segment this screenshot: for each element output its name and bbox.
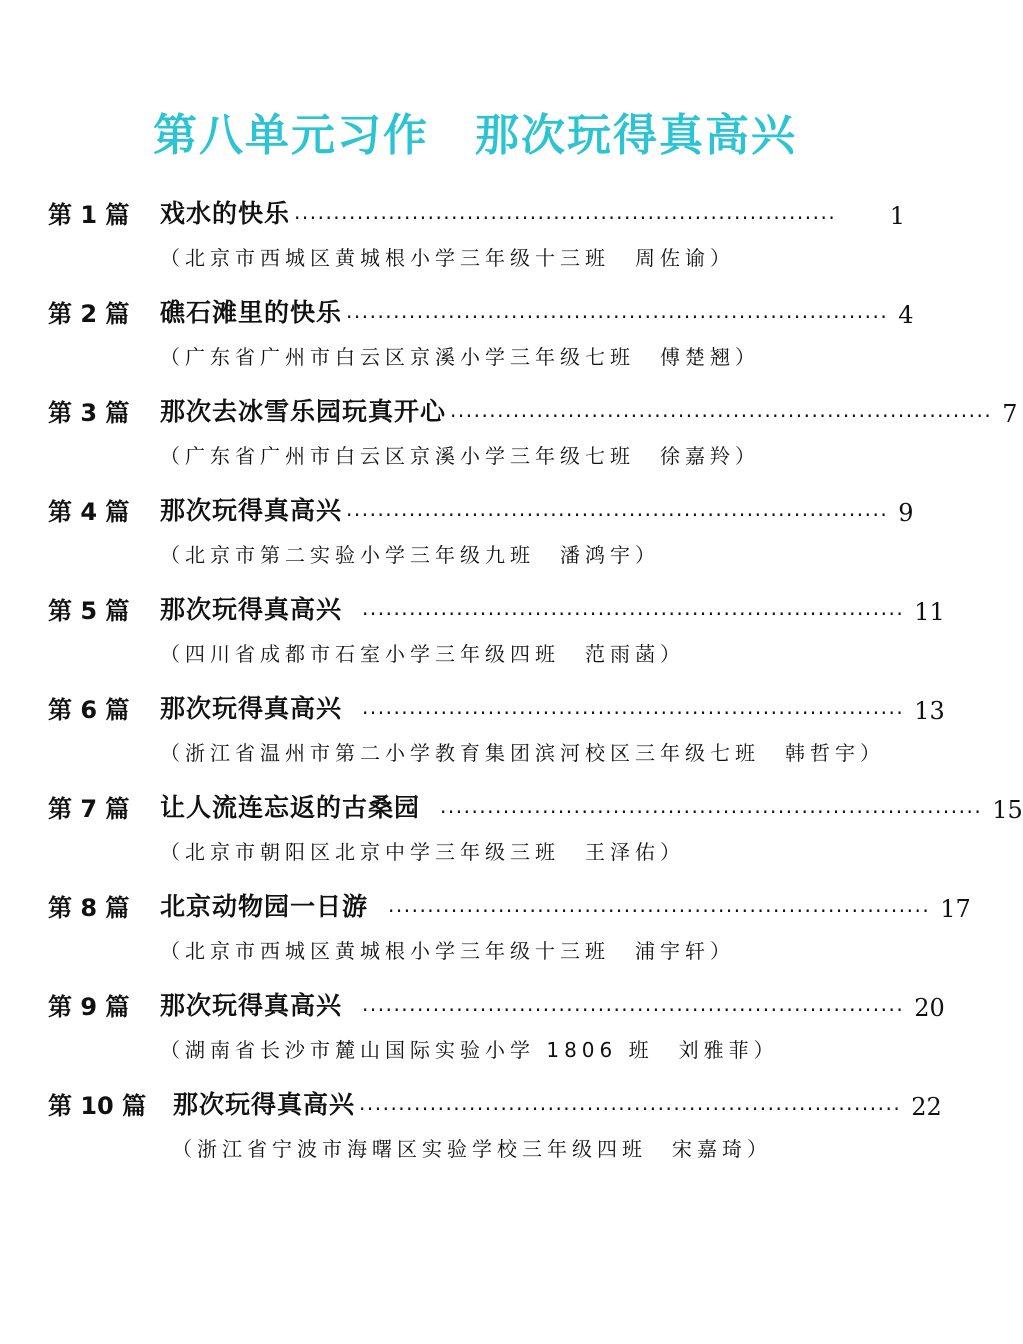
entry-title[interactable]: 那次去冰雪乐园玩真开心 [160, 397, 447, 426]
entry-number: 第 7 篇 [48, 795, 130, 823]
entry-page-number: 17 [940, 895, 971, 923]
dot-leader: ····································································· [450, 404, 993, 428]
entry-title[interactable]: 让人流连忘返的古桑园 [160, 793, 421, 822]
entry-number: 第 10 篇 [48, 1092, 147, 1120]
entry-author: （北京市西城区黄城根小学三年级十三班 浦宇轩） [160, 939, 735, 963]
entry-page-number: 15 [992, 796, 1023, 824]
toc-entry-1[interactable] [0, 194, 950, 284]
toc-entry-4[interactable] [0, 491, 950, 581]
entry-number: 第 5 篇 [48, 597, 130, 625]
entry-number: 第 3 篇 [48, 399, 130, 427]
entry-page-number: 20 [914, 994, 945, 1022]
toc-entry-9[interactable] [0, 986, 950, 1076]
entry-title[interactable]: 那次玩得真高兴 [160, 991, 343, 1020]
toc-entry-main-line [48, 689, 945, 725]
toc-entry-main-line [48, 986, 945, 1022]
entry-page-number: 4 [898, 301, 914, 329]
entry-author: （广东省广州市白云区京溪小学三年级七班 傅楚翘） [160, 345, 760, 369]
toc-entry-6[interactable] [0, 689, 950, 779]
entry-page-number: 13 [914, 697, 945, 725]
toc-entry-main-line [48, 788, 1023, 824]
toc-entry-2[interactable] [0, 293, 950, 383]
entry-author: （广东省广州市白云区京溪小学三年级七班 徐嘉羚） [160, 444, 760, 468]
entry-title[interactable]: 礁石滩里的快乐 [160, 298, 343, 327]
toc-entry-main-line [48, 293, 914, 329]
entry-author: （北京市第二实验小学三年级九班 潘鸿宇） [160, 543, 660, 567]
toc-entry-main-line [48, 1085, 942, 1121]
entry-page-number: 22 [911, 1093, 942, 1121]
entry-number: 第 8 篇 [48, 894, 130, 922]
dot-leader: ····································································· [388, 899, 931, 923]
entry-author: （湖南省长沙市麓山国际实验小学 1806 班 刘雅菲） [160, 1038, 779, 1062]
toc-entry-5[interactable] [0, 590, 950, 680]
entry-title[interactable]: 戏水的快乐 [160, 199, 291, 228]
entry-title[interactable]: 北京动物园一日游 [160, 892, 369, 921]
entry-number: 第 6 篇 [48, 696, 130, 724]
dot-leader: ····································································· [362, 998, 905, 1022]
dot-leader: ····································································· [362, 602, 905, 626]
entry-author: （浙江省温州市第二小学教育集团滨河校区三年级七班 韩哲宇） [160, 741, 885, 765]
dot-leader: ····································································· [359, 1097, 902, 1121]
entry-title[interactable]: 那次玩得真高兴 [173, 1090, 356, 1119]
entry-page-number: 1 [889, 202, 905, 230]
entry-page-number: 11 [914, 598, 945, 626]
entry-author: （浙江省宁波市海曙区实验学校三年级四班 宋嘉琦） [172, 1137, 772, 1161]
entry-author: （北京市朝阳区北京中学三年级三班 王泽佑） [160, 840, 685, 864]
toc-entry-8[interactable] [0, 887, 971, 977]
dot-leader: ····································································· [440, 800, 983, 824]
toc-entry-main-line [48, 887, 971, 923]
entry-number: 第 2 篇 [48, 300, 130, 328]
entry-author: （北京市西城区黄城根小学三年级十三班 周佐谕） [160, 246, 735, 270]
entry-author: （四川省成都市石室小学三年级四班 范雨菡） [160, 642, 685, 666]
toc-entry-main-line [48, 194, 905, 230]
dot-leader: ····································································· [346, 305, 889, 329]
entry-page-number: 9 [898, 499, 914, 527]
toc-entry-main-line [48, 590, 945, 626]
toc-entry-main-line [48, 392, 1018, 428]
entry-number: 第 4 篇 [48, 498, 130, 526]
entry-title[interactable]: 那次玩得真高兴 [160, 595, 343, 624]
toc-entry-main-line [48, 491, 914, 527]
entry-number: 第 1 篇 [48, 201, 130, 229]
page-title: 第八单元习作 那次玩得真高兴 [153, 110, 797, 161]
dot-leader: ····································································· [346, 503, 889, 527]
entry-page-number: 7 [1002, 400, 1018, 428]
toc-entry-7[interactable] [0, 788, 1023, 878]
toc-entry-10[interactable] [0, 1085, 950, 1175]
dot-leader: ····································································· [362, 701, 905, 725]
entry-title[interactable]: 那次玩得真高兴 [160, 694, 343, 723]
entry-title[interactable]: 那次玩得真高兴 [160, 496, 343, 525]
entry-number: 第 9 篇 [48, 993, 130, 1021]
toc-entry-3[interactable] [0, 392, 1018, 482]
dot-leader: ····································································· [294, 206, 837, 230]
